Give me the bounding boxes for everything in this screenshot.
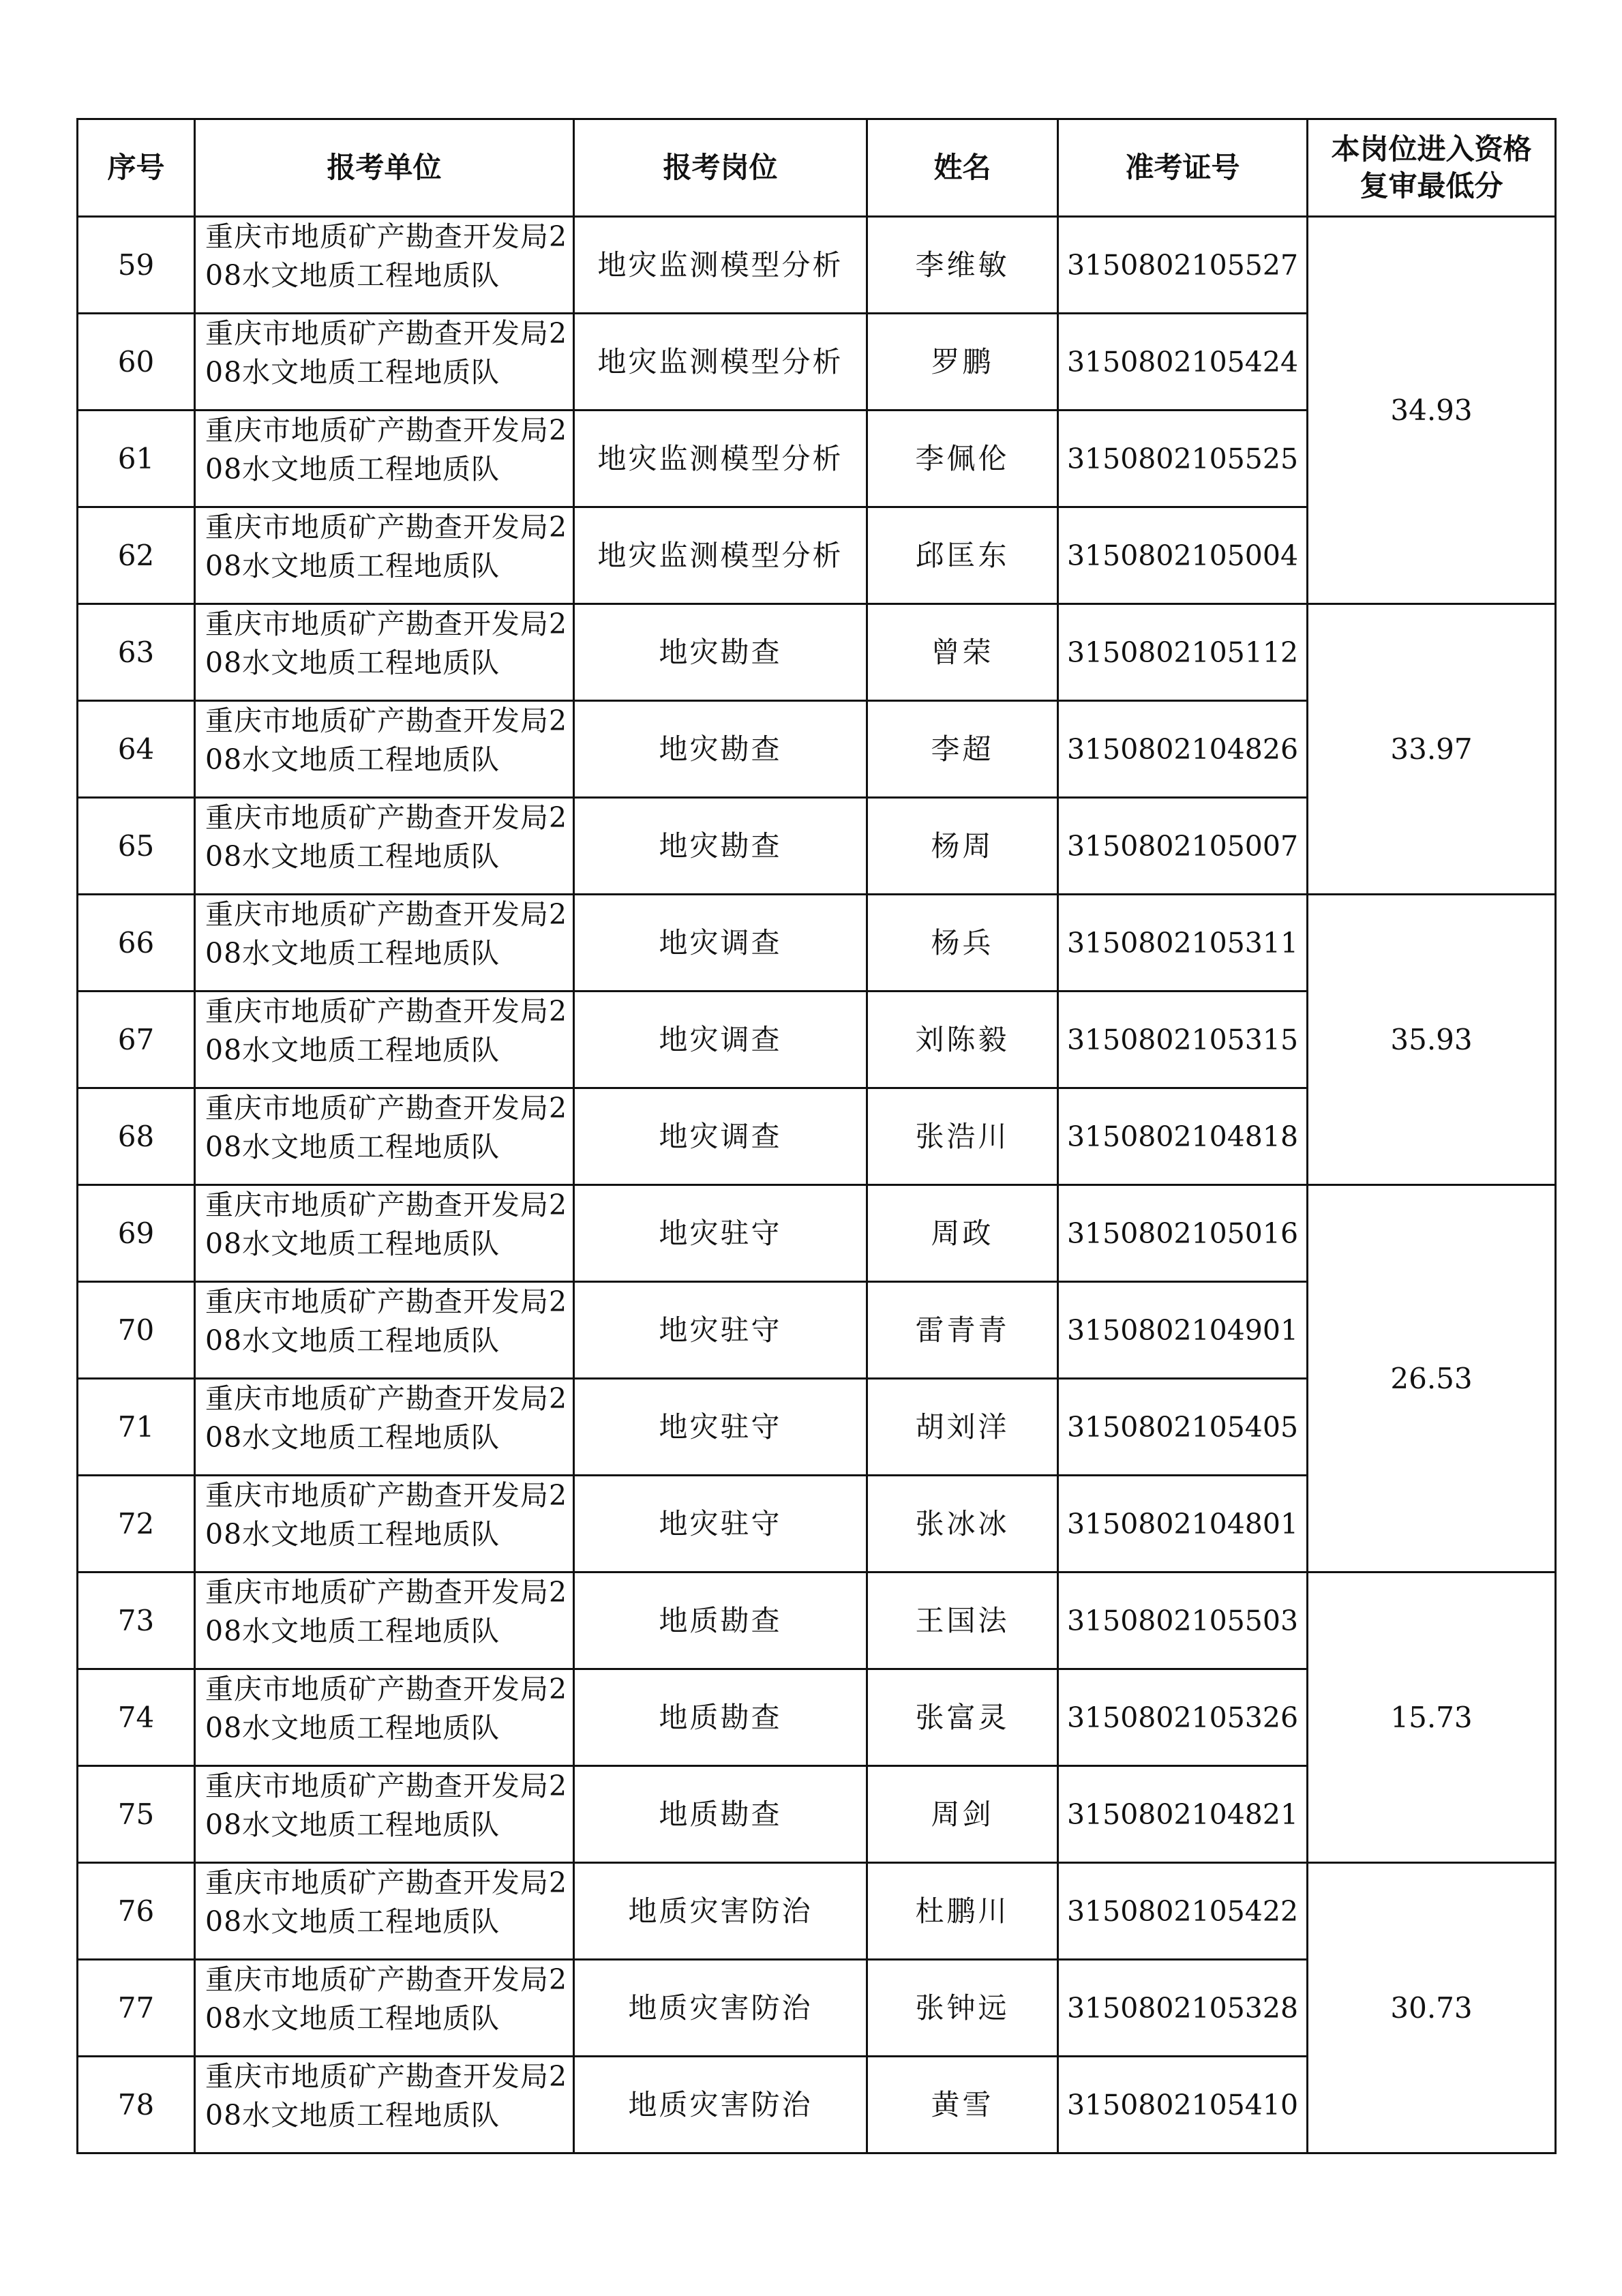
cell-unit-text: 重庆市地质矿产勘查开发局208水文地质工程地质队 [205,1479,568,1551]
header-name: 姓名 [867,119,1058,217]
cell-min-score-text: 30.73 [1390,1991,1473,2025]
cell-name: 李佩伦 [867,411,1058,507]
cell-exam-id: 3150802105311 [1058,895,1308,992]
cell-unit-text: 重庆市地质矿产勘查开发局208水文地质工程地质队 [205,1382,568,1454]
cell-exam-id: 3150802105326 [1058,1669,1308,1766]
cell-unit [195,507,574,604]
cell-exam-id: 3150802105410 [1058,2057,1308,2153]
cell-unit [195,1476,574,1572]
cell-name: 周政 [867,1185,1058,1282]
cell-exam-id: 3150802105328 [1058,1960,1308,2057]
cell-post: 地灾驻守 [574,1185,867,1282]
cell-post: 地质灾害防治 [574,1960,867,2057]
cell-exam-id: 3150802105424 [1058,314,1308,411]
cell-unit-text: 重庆市地质矿产勘查开发局208水文地质工程地质队 [205,1285,568,1357]
header-min-score-line2: 复审最低分 [1360,169,1503,203]
cell-exam-id: 3150802104818 [1058,1088,1308,1185]
header-exam-id: 准考证号 [1058,119,1308,217]
cell-unit [195,217,574,314]
cell-seq: 62 [78,507,195,604]
cell-min-score [1308,1185,1556,1572]
cell-exam-id: 3150802105016 [1058,1185,1308,1282]
cell-seq: 65 [78,798,195,895]
cell-seq: 78 [78,2057,195,2153]
cell-unit-text: 重庆市地质矿产勘查开发局208水文地质工程地质队 [205,608,568,679]
cell-unit [195,701,574,798]
header-row [78,119,1556,217]
cell-post: 地灾勘查 [574,798,867,895]
cell-min-score-text: 35.93 [1390,1022,1473,1056]
cell-unit-text: 重庆市地质矿产勘查开发局208水文地质工程地质队 [205,1963,568,2035]
cell-unit [195,604,574,701]
cell-unit [195,895,574,992]
cell-min-score [1308,217,1556,604]
cell-name: 邱匡东 [867,507,1058,604]
cell-unit [195,992,574,1088]
cell-seq: 59 [78,217,195,314]
cell-seq: 64 [78,701,195,798]
cell-min-score [1308,1572,1556,1863]
cell-exam-id: 3150802104821 [1058,1766,1308,1863]
cell-post: 地质灾害防治 [574,1863,867,1960]
cell-post: 地灾监测模型分析 [574,507,867,604]
cell-min-score [1308,604,1556,895]
cell-post: 地灾驻守 [574,1282,867,1379]
cell-post: 地灾调查 [574,992,867,1088]
cell-exam-id: 3150802105525 [1058,411,1308,507]
cell-exam-id: 3150802104826 [1058,701,1308,798]
table-row [78,217,1556,314]
cell-post: 地质勘查 [574,1572,867,1669]
cell-name: 张冰冰 [867,1476,1058,1572]
cell-post: 地灾监测模型分析 [574,314,867,411]
cell-post: 地灾调查 [574,1088,867,1185]
cell-unit-text: 重庆市地质矿产勘查开发局208水文地质工程地质队 [205,1770,568,1841]
cell-exam-id: 3150802105422 [1058,1863,1308,1960]
cell-unit-text: 重庆市地质矿产勘查开发局208水文地质工程地质队 [205,995,568,1067]
cell-seq: 60 [78,314,195,411]
cell-post: 地灾监测模型分析 [574,217,867,314]
cell-unit-text: 重庆市地质矿产勘查开发局208水文地质工程地质队 [205,801,568,873]
cell-unit [195,1282,574,1379]
cell-name: 张富灵 [867,1669,1058,1766]
table-row [78,895,1556,992]
cell-min-score [1308,895,1556,1185]
cell-exam-id: 3150802105315 [1058,992,1308,1088]
cell-name: 李超 [867,701,1058,798]
cell-exam-id: 3150802105527 [1058,217,1308,314]
cell-unit [195,1669,574,1766]
cell-post: 地灾调查 [574,895,867,992]
cell-unit-text: 重庆市地质矿产勘查开发局208水文地质工程地质队 [205,1092,568,1163]
cell-post: 地灾驻守 [574,1379,867,1476]
cell-unit [195,1863,574,1960]
cell-seq: 77 [78,1960,195,2057]
cell-unit-text: 重庆市地质矿产勘查开发局208水文地质工程地质队 [205,1189,568,1260]
cell-name: 雷青青 [867,1282,1058,1379]
cell-seq: 70 [78,1282,195,1379]
cell-name: 王国法 [867,1572,1058,1669]
cell-exam-id: 3150802104901 [1058,1282,1308,1379]
cell-seq: 75 [78,1766,195,1863]
cell-unit-text: 重庆市地质矿产勘查开发局208水文地质工程地质队 [205,704,568,776]
table-body [78,217,1556,2153]
cell-min-score-text: 26.53 [1390,1361,1473,1395]
cell-name: 张浩川 [867,1088,1058,1185]
cell-unit-text: 重庆市地质矿产勘查开发局208水文地质工程地质队 [205,220,568,292]
header-unit: 报考单位 [195,119,574,217]
cell-unit [195,1960,574,2057]
header-min-score-line1: 本岗位进入资格 [1331,132,1532,166]
header-post: 报考岗位 [574,119,867,217]
table-row [78,604,1556,701]
cell-unit-text: 重庆市地质矿产勘查开发局208水文地质工程地质队 [205,414,568,486]
cell-seq: 67 [78,992,195,1088]
cell-seq: 69 [78,1185,195,1282]
cell-post: 地灾勘查 [574,604,867,701]
table-row [78,1572,1556,1669]
table-row [78,1863,1556,1960]
cell-seq: 72 [78,1476,195,1572]
cell-name: 张钟远 [867,1960,1058,2057]
header-seq: 序号 [78,119,195,217]
cell-unit [195,1766,574,1863]
cell-name: 周剑 [867,1766,1058,1863]
cell-seq: 66 [78,895,195,992]
cell-unit [195,1088,574,1185]
cell-unit-text: 重庆市地质矿产勘查开发局208水文地质工程地质队 [205,1576,568,1648]
cell-unit [195,2057,574,2153]
cell-min-score [1308,1863,1556,2153]
cell-unit-text: 重庆市地质矿产勘查开发局208水文地质工程地质队 [205,2060,568,2132]
cell-min-score-text: 33.97 [1390,732,1473,766]
cell-unit-text: 重庆市地质矿产勘查开发局208水文地质工程地质队 [205,511,568,582]
cell-seq: 73 [78,1572,195,1669]
cell-min-score-text: 15.73 [1390,1700,1473,1734]
cell-seq: 74 [78,1669,195,1766]
cell-name: 李维敏 [867,217,1058,314]
cell-post: 地质灾害防治 [574,2057,867,2153]
cell-name: 黄雪 [867,2057,1058,2153]
cell-name: 刘陈毅 [867,992,1058,1088]
cell-unit [195,1572,574,1669]
cell-name: 杨兵 [867,895,1058,992]
cell-exam-id: 3150802104801 [1058,1476,1308,1572]
cell-post: 地灾监测模型分析 [574,411,867,507]
table-row [78,1185,1556,1282]
cell-exam-id: 3150802105503 [1058,1572,1308,1669]
cell-unit [195,411,574,507]
cell-unit-text: 重庆市地质矿产勘查开发局208水文地质工程地质队 [205,898,568,970]
cell-name: 杜鹏川 [867,1863,1058,1960]
cell-name: 曾荣 [867,604,1058,701]
cell-unit [195,798,574,895]
cell-post: 地质勘查 [574,1669,867,1766]
cell-post: 地灾勘查 [574,701,867,798]
cell-min-score-text: 34.93 [1390,393,1473,427]
cell-post: 地质勘查 [574,1766,867,1863]
cell-name: 罗鹏 [867,314,1058,411]
cell-unit-text: 重庆市地质矿产勘查开发局208水文地质工程地质队 [205,1673,568,1744]
cell-unit [195,314,574,411]
cell-post: 地灾驻守 [574,1476,867,1572]
cell-seq: 71 [78,1379,195,1476]
cell-seq: 68 [78,1088,195,1185]
cell-seq: 63 [78,604,195,701]
cell-unit-text: 重庆市地质矿产勘查开发局208水文地质工程地质队 [205,1866,568,1938]
cell-exam-id: 3150802105405 [1058,1379,1308,1476]
cell-unit [195,1185,574,1282]
cell-unit-text: 重庆市地质矿产勘查开发局208水文地质工程地质队 [205,317,568,389]
cell-name: 杨周 [867,798,1058,895]
cell-unit [195,1379,574,1476]
header-min-score [1308,119,1556,217]
cell-seq: 61 [78,411,195,507]
cell-exam-id: 3150802105007 [1058,798,1308,895]
cell-seq: 76 [78,1863,195,1960]
cell-name: 胡刘洋 [867,1379,1058,1476]
score-table [76,118,1557,2154]
table-header [78,119,1556,217]
cell-exam-id: 3150802105004 [1058,507,1308,604]
cell-exam-id: 3150802105112 [1058,604,1308,701]
